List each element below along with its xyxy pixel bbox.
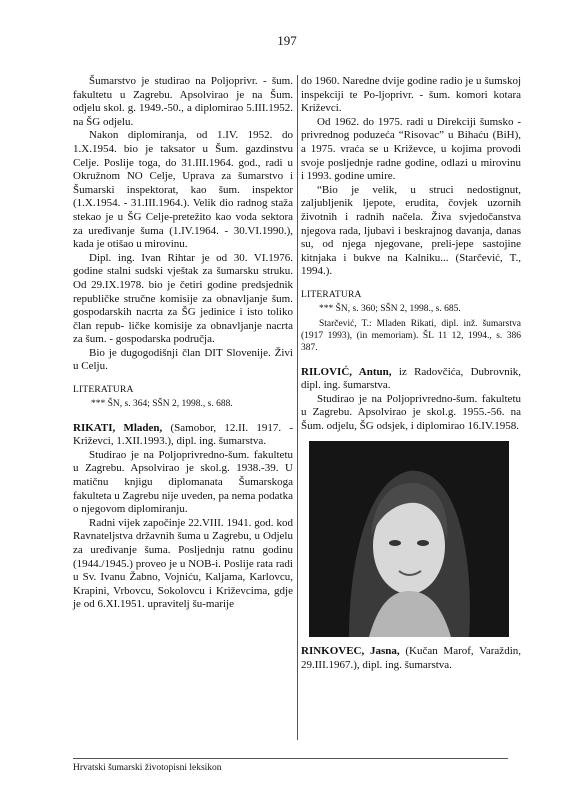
entry-name: RINKOVEC, Jasna, [301, 645, 400, 658]
literature-heading: LITERATURA [301, 289, 362, 300]
paragraph: Od 1962. do 1975. radi u Direkciji šumsko - privrednog poduzeća “Risovac” u Bihaću (BiH), a 1975. vraća se u Križevce, u kojima provodi svoje posljednje radne godine, odlazi u mirovinu i 1993. godine umire. [301, 115, 521, 183]
entry-heading-rest: (Samobor, 12.II. 1917. - Križevci, 1.XII.1993.), dipl. ing. šumarstva. [73, 421, 293, 448]
page-number: 197 [277, 33, 297, 48]
paragraph: Nakon diplomiranja, od 1.IV. 1952. do 1.X.1954. bio je taksator u Šum. gazdinstvu Celje. Poslije toga, do 31.III.1964. god., radi u Okružnom NO Celje, Uprava za šumarstvo i Šumarski inspektorat, kao šum. inspektor (1.X.1954. - 31.III.1964.). Velik dio radnog staža stekao je u ŠG Celje-pretežito kao voda sektora za uređivanje šuma (1.IV.1964. - 30.VI.1990.), kada je otišao u mirovinu. [73, 129, 293, 251]
paragraph: do 1960. Naredne dvije godine radio je u šumskoj inspekciji te Po-ljoprivr. - šum. komori kotara Križevci. [301, 75, 521, 115]
entry-heading [301, 366, 521, 393]
footer-text: Hrvatski šumarski životopisni leksikon [73, 763, 222, 773]
entry-heading-rest: iz Radovčića, Dubrovnik, dipl. ing. šumarstva. [301, 365, 522, 392]
literature-heading: LITERATURA [73, 385, 134, 396]
literature-item: *** ŠN, s. 360; SŠN 2, 1998., s. 685. [319, 303, 461, 314]
entry-name: RILOVIĆ, Antun, [301, 365, 392, 378]
entry-name: RIKATI, Mladen, [73, 421, 163, 434]
paragraph: Studirao je na Poljoprivredno-šum. fakultetu u Zagrebu. Apsolvirao je skol.g. 1955.-56. na Šum. odjelu, ŠG odsjek, i diplomirao 16.IV.1958. [301, 392, 521, 432]
left-column [73, 75, 293, 612]
paragraph: Bio je dugogodišnji član DIT Slovenije. Živi u Celju. [73, 346, 293, 373]
paragraph: Studirao je na Poljoprivredno-šum. fakultetu u Zagrebu. Apsolvirao je skol.g. 1938.-39. U matičnu knjigu diplomanata Šumarskoga fakulteta u Zagrebu nije uveden, pa nema podatka o njegovom diplomiranju. [73, 448, 293, 516]
entry-rilovic [301, 366, 521, 434]
paragraph: Dipl. ing. Ivan Rihtar je od 30. VI.1976. godine stalni sudski vještak za šumarsku struku. Od 29.IX.1978. bio je četiri godine predsjednik republičke stručne komisije za obnavljanje šum. gospodarskih nacrta za ŠG jedinice i isto toliko član repub- ličke komisije za obnavljanje nacrta za šum. - gospodarska područja. [73, 251, 293, 346]
entry-heading [301, 645, 521, 672]
right-column [301, 75, 521, 673]
entry-heading-rest: (Kučan Marof, Varaždin, 29.III.1967.), dipl. ing. šumarstva. [301, 645, 521, 672]
footer-rule [73, 758, 508, 759]
entry-rikati [73, 422, 293, 612]
entry-heading [73, 422, 293, 449]
column-divider [297, 75, 298, 740]
paragraph: Radni vijek započinje 22.VIII. 1941. god. kod Ravnateljstva državnih šuma u Zagrebu, u Odjelu za uređivanje šuma. Posljednju ratnu godinu (1944./1945.) proveo je u NOB-i. Poslije rata radi u Sv. Ivanu Žabno, Vojniću, Kaljama, Karlovcu, Krapini, Vrbovcu, Sokolovcu i Križevcima, gdje je od 6.XI.1951. upravitelj šu-marije [73, 516, 293, 611]
paragraph: “Bio je velik, u struci nedostignut, zaljubljenik ljepote, erudita, čovjek uzornih životnih i radnih načela. Živa svjedočanstva njegova rada, ljubavi i beskrajnog davanja, danas su, od njega njegovane, preli-jepe sastojine kitnjaka i bukve na Kalniku... (Starčević, T., 1994.). [301, 183, 521, 278]
entry-rinkovec [301, 645, 521, 672]
portrait-photo [309, 441, 509, 637]
portrait-image [309, 441, 509, 637]
literature-item: *** ŠN, s. 364; SŠN 2, 1998., s. 688. [91, 398, 233, 409]
literature-item: Starčević, T.: Mladen Rikati, dipl. inž. šumarstva (1917 1993), (in memoriam). ŠL 11 12, 1994., s. 386 387. [301, 318, 521, 353]
paragraph: Šumarstvo je studirao na Poljoprivr. - šum. fakultetu u Zagrebu. Apsolvirao je na Šum. odjelu skol. g. 1949.-50., a diplomirao 5.III.1952. na ŠG odjelu. [73, 75, 293, 128]
